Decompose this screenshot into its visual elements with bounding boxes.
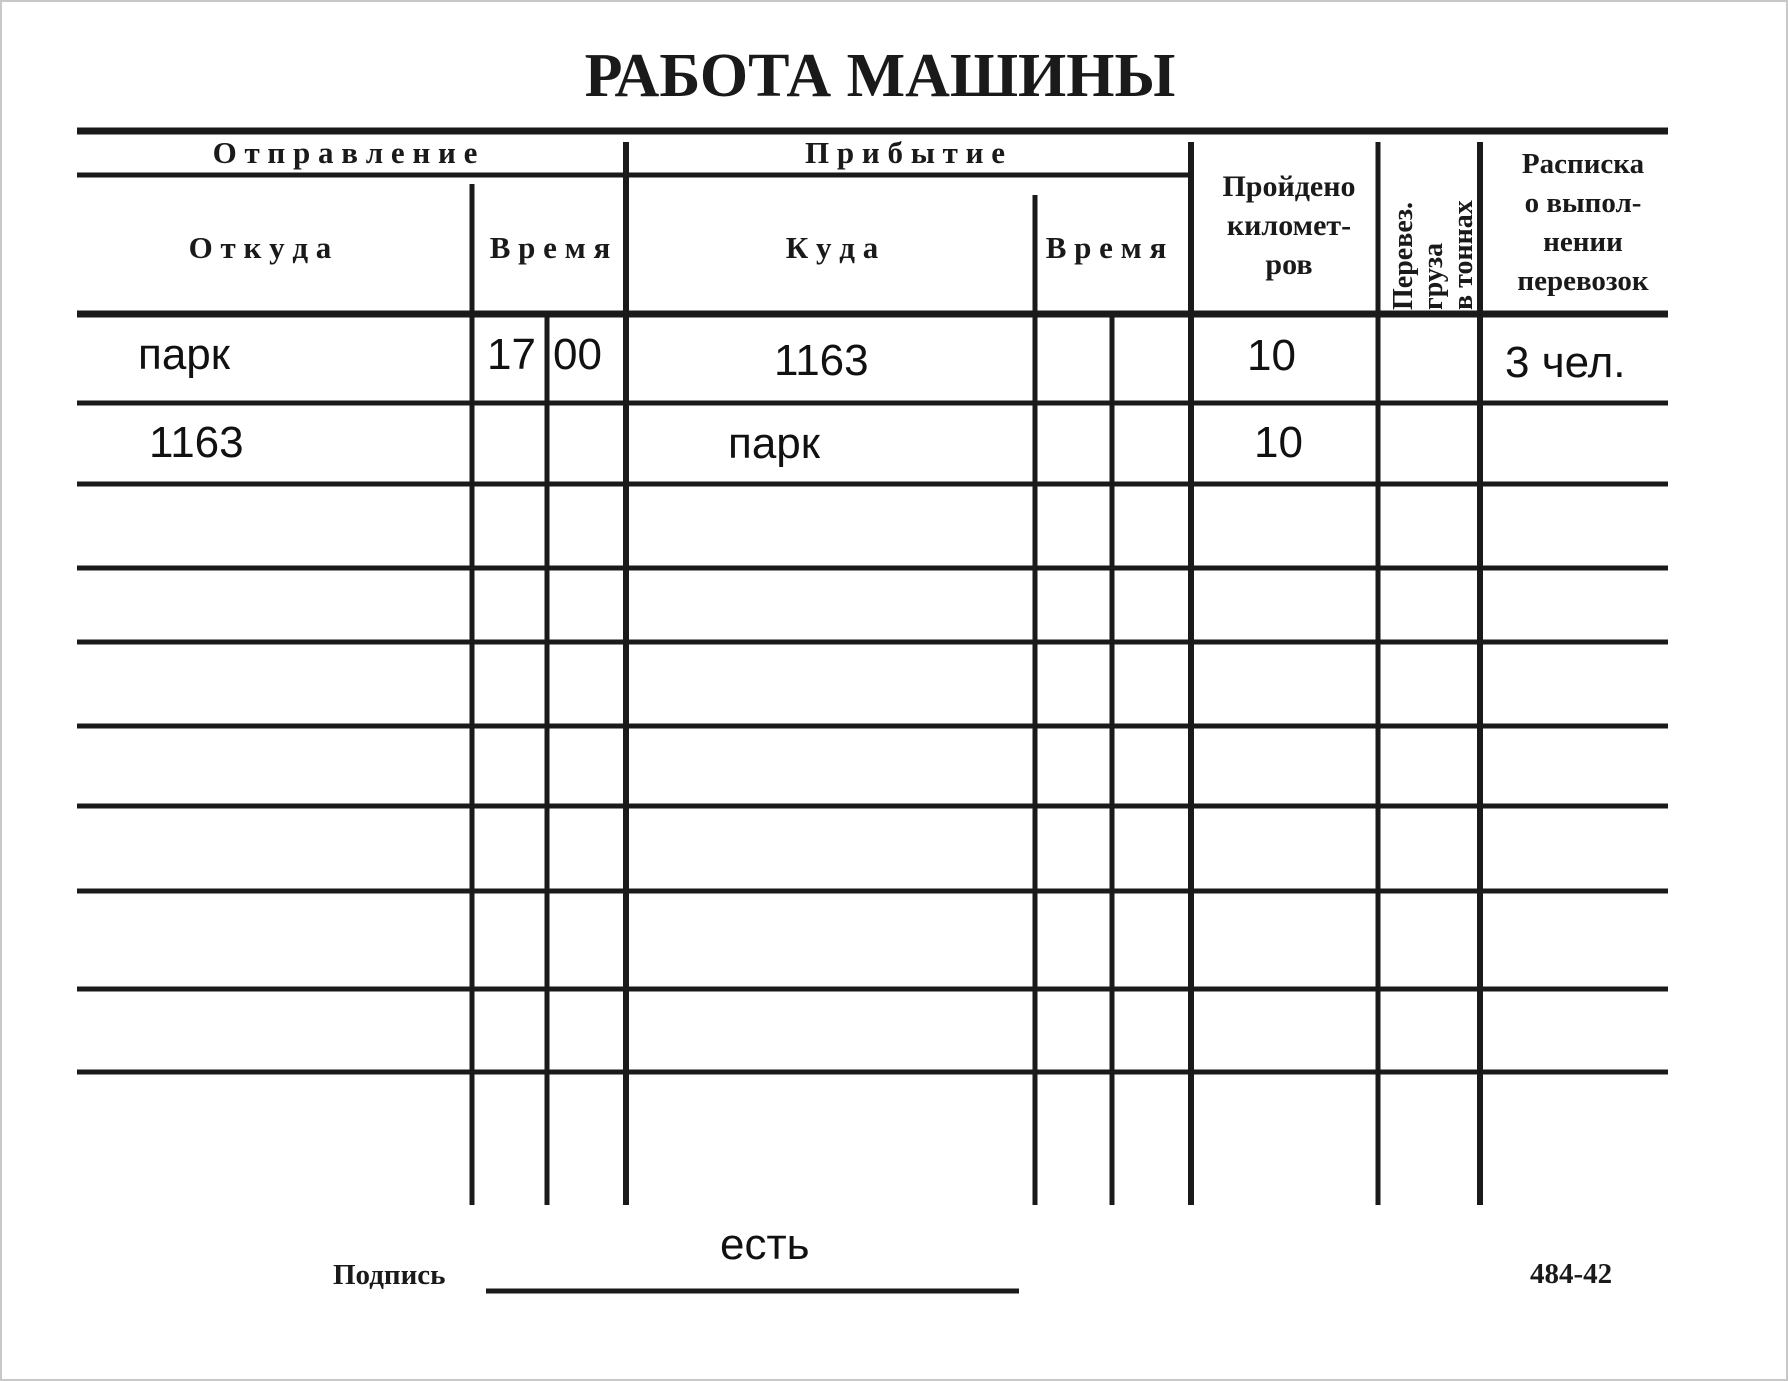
row1-km: 10 — [1247, 331, 1296, 380]
svg-text:груза: груза — [1418, 242, 1449, 310]
form-number: 484-42 — [1530, 1258, 1613, 1290]
row1-dep-minutes: 00 — [553, 330, 602, 379]
svg-text:километ-: километ- — [1226, 209, 1352, 242]
svg-text:в тоннах: в тоннах — [1448, 200, 1479, 310]
row2-to: парк — [728, 419, 821, 468]
arrival-time-header: В р е м я — [1045, 230, 1167, 265]
svg-text:ров: ров — [1265, 248, 1313, 281]
table-row — [149, 418, 1303, 468]
page-border — [1, 1, 1787, 1380]
cargo-column-header — [1388, 200, 1479, 310]
row2-from: 1163 — [149, 418, 244, 467]
svg-text:Расписка: Расписка — [1521, 148, 1645, 180]
row1-receipt: 3 чел. — [1505, 338, 1626, 387]
departure-group-header: О т п р а в л е н и е — [212, 135, 478, 170]
svg-text:нении: нении — [1543, 226, 1623, 258]
signature-label: Подпись — [333, 1259, 446, 1291]
from-column-header: О т к у д а — [188, 230, 332, 265]
receipt-column-header — [1517, 148, 1649, 297]
departure-time-header: В р е м я — [489, 230, 611, 265]
to-column-header: К у д а — [785, 230, 879, 265]
svg-text:Пройдено: Пройдено — [1222, 170, 1356, 203]
form-title: РАБОТА МАШИНЫ — [584, 42, 1176, 110]
row1-dep-hour: 17 — [487, 330, 536, 379]
svg-text:перевозок: перевозок — [1517, 265, 1649, 297]
row2-km: 10 — [1254, 418, 1303, 467]
svg-text:Перевез.: Перевез. — [1388, 201, 1419, 310]
km-column-header — [1222, 170, 1355, 281]
row1-to: 1163 — [774, 336, 869, 385]
arrival-group-header: П р и б ы т и е — [804, 135, 1006, 170]
svg-text:о выпол-: о выпол- — [1524, 187, 1642, 219]
signature-value: есть — [720, 1220, 810, 1269]
row1-from: парк — [138, 330, 231, 379]
table-row — [138, 330, 1626, 387]
